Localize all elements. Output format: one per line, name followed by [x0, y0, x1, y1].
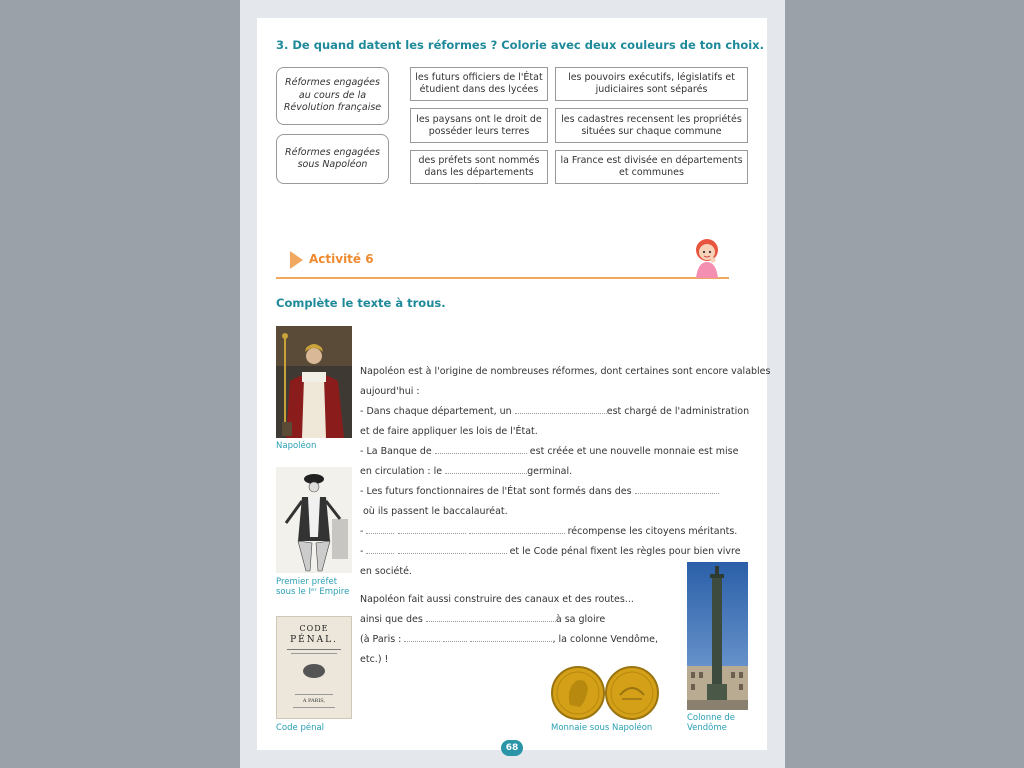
- option-pouvoirs[interactable]: les pouvoirs exécutifs, législatifs et judiciaires sont séparés: [555, 67, 748, 101]
- blank-banque[interactable]: [435, 446, 527, 454]
- caption-code: Code pénal: [276, 723, 325, 733]
- blank-code-2[interactable]: [398, 546, 466, 554]
- blank-code-1[interactable]: [366, 546, 394, 554]
- category-napoleon[interactable]: Réformes engagées sous Napoléon: [276, 134, 389, 184]
- colonne-vendome-image: [687, 562, 748, 710]
- text-p2-line4: etc.) !: [360, 654, 389, 665]
- caption-prefet-line1: Premier préfet: [276, 577, 338, 587]
- girl-thinking-icon: [690, 238, 724, 278]
- code-penal-image: [276, 616, 352, 719]
- code-image-line2: PÉNAL.: [290, 635, 338, 645]
- text-line-banque: - La Banque de est créée et une nouvelle monnaie est mise: [360, 446, 739, 457]
- text-line-legion: - récompense les citoyens méritants.: [360, 526, 738, 537]
- option-lycees[interactable]: les futurs officiers de l'État étudient dans des lycées: [410, 67, 548, 101]
- text-p2-line1: Napoléon fait aussi construire des canaux et des routes...: [360, 594, 634, 605]
- blank-legion-1[interactable]: [366, 526, 394, 534]
- exercise-3-title: 3. De quand datent les réformes ? Colorie avec deux couleurs de ton choix.: [276, 38, 764, 52]
- blank-lycees[interactable]: [635, 486, 719, 494]
- caption-colonne-line2: Vendôme: [687, 723, 727, 733]
- option-prefets[interactable]: des préfets sont nommés dans les départements: [410, 150, 548, 184]
- blank-arc-1[interactable]: [404, 634, 440, 642]
- option-departements[interactable]: la France est divisée en départements et communes: [555, 150, 748, 184]
- activity-title: Activité 6: [309, 252, 374, 266]
- caption-monnaie: Monnaie sous Napoléon: [551, 723, 653, 733]
- play-triangle-icon: [290, 251, 303, 269]
- napoleon-coins-image: [550, 665, 660, 721]
- code-image-line1: CODE: [299, 624, 329, 633]
- text-intro-line1: Napoléon est à l'origine de nombreuses réformes, dont certaines sont encore valables: [360, 366, 771, 377]
- blank-code-3[interactable]: [469, 546, 507, 554]
- blank-legion-2[interactable]: [398, 526, 466, 534]
- caption-colonne-line1: Colonne de: [687, 713, 736, 723]
- blank-arc-2[interactable]: [443, 634, 467, 642]
- text-line-societe: en société.: [360, 566, 412, 577]
- code-image-line3: A PARIS,: [302, 698, 326, 704]
- text-line-bac: où ils passent le baccalauréat.: [363, 506, 508, 517]
- blank-legion-3[interactable]: [469, 526, 565, 534]
- caption-napoleon: Napoléon: [276, 441, 317, 451]
- category-revolution[interactable]: Réformes engagées au cours de la Révolution française: [276, 67, 389, 125]
- text-line-code-civil: - et le Code pénal fixent les règles pour bien vivre: [360, 546, 741, 557]
- text-p2-line3: (à Paris : , la colonne Vendôme,: [360, 634, 658, 645]
- blank-arc-3[interactable]: [470, 634, 552, 642]
- blank-monnaie[interactable]: [445, 466, 527, 474]
- option-paysans[interactable]: les paysans ont le droit de posséder leurs terres: [410, 108, 548, 143]
- text-line-lois: et de faire appliquer les lois de l'État.: [360, 426, 538, 437]
- text-line-monnaie: en circulation : le germinal.: [360, 466, 573, 477]
- exercise-title: Complète le texte à trous.: [276, 296, 446, 310]
- text-p2-line2: ainsi que des à sa gloire: [360, 614, 606, 625]
- caption-prefet-line2: sous le Iᵉʳ Empire: [276, 587, 350, 597]
- option-cadastres[interactable]: les cadastres recensent les propriétés situées sur chaque commune: [555, 108, 748, 143]
- blank-monuments[interactable]: [426, 614, 556, 622]
- prefet-engraving-image: [276, 467, 352, 573]
- napoleon-portrait-image: [276, 326, 352, 438]
- text-line-prefet: - Dans chaque département, un est chargé de l'administration: [360, 406, 750, 417]
- text-line-fonctionnaires: - Les futurs fonctionnaires de l'État sont formés dans des: [360, 486, 719, 497]
- activity-divider: [276, 277, 729, 279]
- blank-prefet[interactable]: [515, 406, 607, 414]
- text-intro-line2: aujourd'hui :: [360, 386, 420, 397]
- page-number: 68: [501, 740, 523, 756]
